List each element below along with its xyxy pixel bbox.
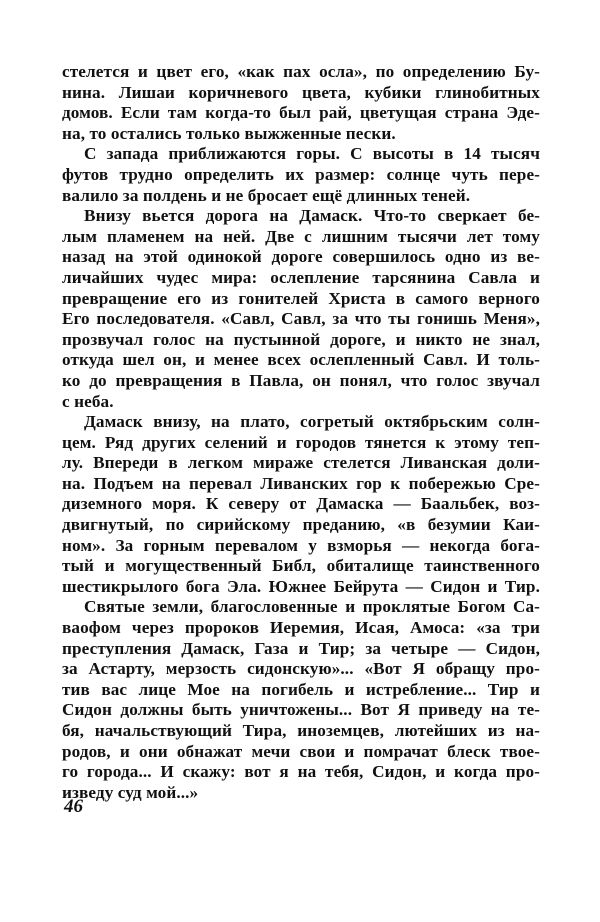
text-line: ваофом через пророков Иеремия, Исая, Амоса: «за три	[62, 618, 540, 638]
text-line: на, то остались только выжженные пески.	[62, 123, 396, 143]
text-line: шестикрылого бога Эла. Южнее Бейрута — Сидон и Тир.	[62, 576, 540, 596]
text-line: изведу суд мой...»	[62, 782, 199, 802]
text-line: преступления Дамаск, Газа и Тир; за четыре — Сидон,	[62, 638, 540, 658]
text-line: тив вас лице Мое на погибель и истребление... Тир и	[62, 679, 540, 699]
text-line: бя, начальствующий Тира, иноземцев, лютейших из на-	[62, 721, 540, 740]
text-line: Святые земли, благословенные и проклятые Богом Са-	[84, 597, 540, 617]
paragraph-1	[62, 62, 540, 144]
text-line: двигнутый, по сирийскому преданию, «в безумии Каи-	[62, 515, 540, 535]
paragraph-4	[62, 412, 540, 597]
text-line: ко до превращения в Павла, он понял, что голос звучал	[62, 370, 540, 390]
text-line: домов. Если там когда-то был рай, цветущая страна Эде-	[62, 103, 540, 123]
text-line: лым пламенем на ней. Две с лишним тысячи лет тому	[62, 226, 540, 246]
text-line: Его последователя. «Савл, Савл, за что ты гонишь Меня»,	[62, 309, 540, 329]
text-line: откуда шел он, и менее всех ослепленный Савл. И толь-	[62, 350, 540, 370]
text-line: Сидон должны быть уничтожены... Вот Я приведу на те-	[62, 700, 540, 720]
text-line: ном». За горным перевалом у взморья — некогда бога-	[62, 535, 540, 555]
text-line: превращение его из гонителей Христа в самого верного	[62, 288, 540, 308]
text-line: на. Подъем на перевал Ливанских гор к побережью Сре-	[62, 473, 540, 493]
text-line: лу. Впереди в легком мираже стелется Ливанская доли-	[62, 453, 540, 473]
text-line: тый и могущественный Библ, обиталище таинственного	[62, 556, 540, 576]
paragraph-3	[62, 206, 540, 412]
text-line: го города... И скажу: вот я на тебя, Сидон, и когда про-	[62, 762, 540, 782]
text-line: Внизу вьется дорога на Дамаск. Что-то сверкает бе-	[84, 206, 540, 226]
paragraph-5	[62, 597, 540, 803]
text-line: нина. Лишаи коричневого цвета, кубики глинобитных	[62, 82, 540, 102]
text-line: Дамаск внизу, на плато, согретый октябрьским солн-	[84, 412, 540, 432]
text-line: назад на этой одинокой дороге совершилось одно из ве-	[62, 247, 540, 267]
text-line: за Астарту, мерзость сидонскую»... «Вот Я обращу про-	[62, 659, 540, 679]
text-line: личайших чудес мира: ослепление тарсянина Савла и	[62, 267, 540, 287]
text-line: диземного моря. К северу от Дамаска — Баальбек, воз-	[62, 494, 540, 514]
page-number: 46	[64, 796, 83, 817]
text-line: цем. Ряд других селений и городов тянется к этому теп-	[62, 432, 540, 452]
text-line: прозвучал голос на пустынной дороге, и никто не знал,	[62, 329, 540, 349]
text-line: С запада приближаются горы. С высоты в 14 тысяч	[84, 144, 540, 164]
text-line: с неба.	[62, 391, 114, 411]
paragraph-2	[62, 144, 540, 206]
text-line: валило за полдень и не бросает ещё длинных теней.	[62, 185, 471, 205]
text-line: стелется и цвет его, «как пах осла», по определению Бу-	[62, 62, 540, 81]
text-line: футов трудно определить их размер: солнце чуть пере-	[62, 164, 540, 184]
text-line: родов, и они обнажат мечи свои и помрачат блеск твое-	[62, 741, 540, 761]
page-body	[62, 62, 540, 803]
